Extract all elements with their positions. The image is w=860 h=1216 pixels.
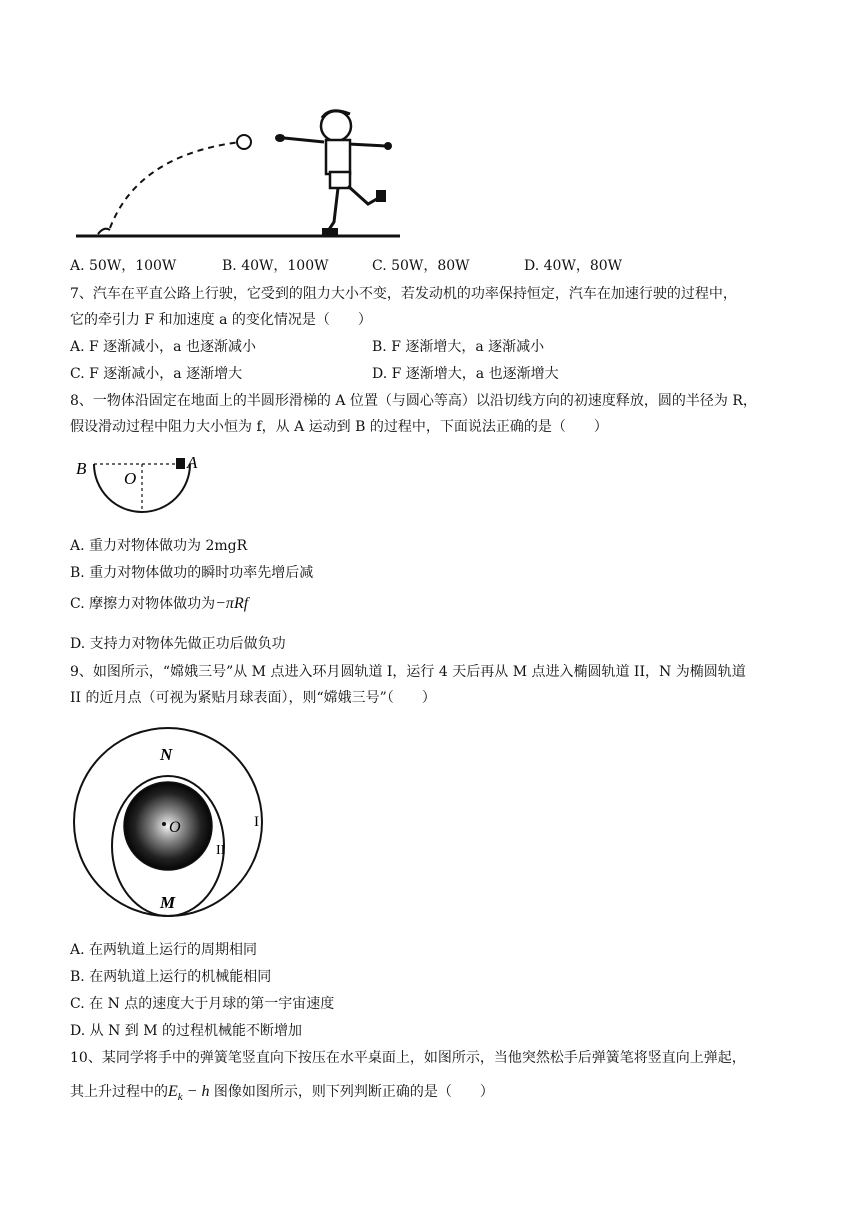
q7-option-c: C. F 逐渐减小，a 逐渐增大 (70, 366, 243, 382)
q8-label-o: O (124, 469, 137, 488)
q8-option-a: A. 重力对物体做功为 2mgR (70, 538, 248, 554)
lunar-orbit-figure (70, 724, 270, 924)
q6-option-b: B. 40W，100W (222, 258, 329, 274)
q9-option-a: A. 在两轨道上运行的周期相同 (70, 942, 258, 958)
q9-label-o: O (169, 819, 181, 836)
q8-label-a: A (187, 453, 198, 472)
q8-option-c-math: −πRf (215, 595, 249, 612)
q6-option-d: D. 40W，80W (524, 258, 623, 274)
q8-option-b: B. 重力对物体做功的瞬时功率先增后减 (70, 565, 314, 581)
q6-option-c: C. 50W，80W (372, 258, 470, 274)
q10-math-sub: k (177, 1090, 183, 1103)
q7-option-b: B. F 逐渐增大，a 逐渐减小 (372, 339, 545, 355)
q7-stem-line1: 7、汽车在平直公路上行驶，它受到的阻力大小不变，若发动机的功率保持恒定，汽车在加速行驶的过程中， (70, 286, 737, 302)
q8-option-d: D. 支持力对物体先做正功后做负功 (70, 636, 286, 652)
q9-stem-line2: II 的近月点（可视为紧贴月球表面），则“嫦娥三号”（ ） (70, 690, 436, 706)
q10-math-e: E (168, 1083, 178, 1100)
q7-option-a: A. F 逐渐减小，a 也逐渐减小 (70, 339, 256, 355)
q10-stem-line2 (70, 1082, 494, 1107)
q8-stem-line2: 假设滑动过程中阻力大小恒为 f，从 A 运动到 B 的过程中，下面说法正确的是（ ） (70, 419, 608, 435)
q8-stem-line1: 8、一物体沿固定在地面上的半圆形滑梯的 A 位置（与圆心等高）以沿切线方向的初速度释放，圆的半径为 R， (70, 393, 757, 409)
q9-stem-line1: 9、如图所示，“嫦娥三号”从 M 点进入环月圆轨道 I，运行 4 天后再从 M 点进入椭圆轨道 II，N 为椭圆轨道 (70, 664, 746, 680)
q9-option-b: B. 在两轨道上运行的机械能相同 (70, 969, 272, 985)
q10-line2-pre: 其上升过程中的 (70, 1084, 168, 1100)
q8-label-b: B (76, 459, 87, 478)
q8-option-c (70, 594, 248, 614)
q10-stem-line1: 10、某同学将手中的弹簧笔竖直向下按压在水平桌面上，如图所示，当他突然松手后弹簧笔将竖直向上弹起， (70, 1050, 746, 1066)
q7-option-d: D. F 逐渐增大，a 也逐渐增大 (372, 366, 559, 382)
q9-label-n: N (160, 745, 173, 764)
q10-line2-post: 图像如图所示，则下列判断正确的是（ ） (209, 1084, 494, 1100)
q7-stem-line2: 它的牵引力 F 和加速度 a 的变化情况是（ ） (70, 312, 372, 328)
q9-label-orbit2: II (216, 843, 226, 858)
q9-label-orbit1: I (254, 814, 259, 830)
semicircle-slide-figure (74, 452, 204, 522)
q9-label-m: M (160, 893, 176, 912)
q6-option-a: A. 50W，100W (70, 258, 177, 274)
q8-option-c-text: C. 摩擦力对物体做功为 (70, 596, 216, 612)
q9-option-c: C. 在 N 点的速度大于月球的第一宇宙速度 (70, 996, 335, 1012)
q9-option-d: D. 从 N 到 M 的过程机械能不断增加 (70, 1023, 303, 1039)
q10-math-rest: − h (182, 1083, 210, 1100)
throwing-boy-figure (68, 100, 408, 245)
